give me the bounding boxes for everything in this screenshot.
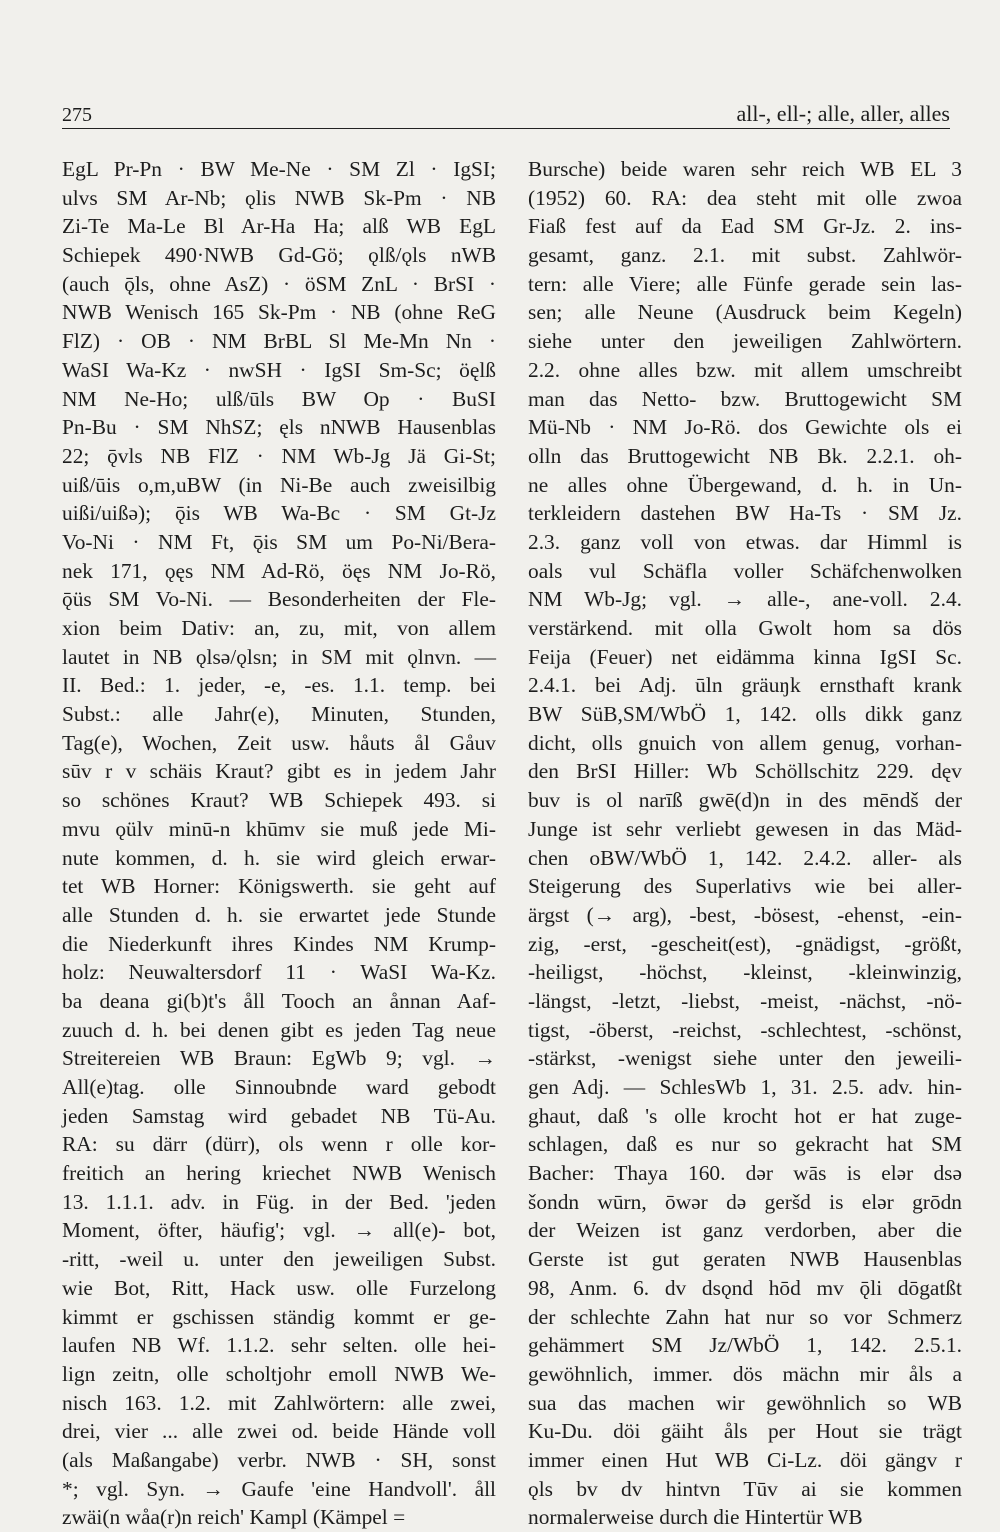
text-line: dicht, olls gnuich von allem genug, vorhan- bbox=[528, 730, 962, 755]
text-line: Junge ist sehr verliebt gewesen in das Mäd- bbox=[528, 816, 962, 841]
text-line: wie Bot, Ritt, Hack usw. olle Furzelong bbox=[62, 1275, 496, 1300]
text-line: EgL Pr-Pn · BW Me-Ne · SM Zl · IgSI; bbox=[62, 157, 496, 181]
text-line: buv is ol narīß gwē(d)n in des mēndš der bbox=[528, 788, 962, 813]
text-line: 22; ǭvls NB FlZ · NM Wb-Jg Jä Gi-St; bbox=[62, 443, 496, 468]
page-header bbox=[62, 100, 950, 129]
text-line: Gerste ist gut geraten NWB Hausenblas bbox=[528, 1247, 962, 1272]
right-column bbox=[528, 155, 962, 1530]
text-line: holz: Neuwaltersdorf 11 · WaSI Wa-Kz. bbox=[62, 960, 496, 985]
text-line: zuuch d. h. bei denen gibt es jeden Tag neue bbox=[62, 1017, 496, 1042]
text-line: uiß/ūis o,m,uBW (in Ni-Be auch zweisilbig bbox=[62, 472, 496, 497]
text-line: xion beim Dativ: an, zu, mit, von allem bbox=[62, 616, 496, 640]
text-line: Zi-Te Ma-Le Bl Ar-Ha Ha; alß WB EgL bbox=[62, 214, 496, 239]
text-line: 2.4.1. bei Adj. ūln gräuŋk ernsthaft krank bbox=[528, 673, 962, 698]
text-line: ǫls bv dv hintvn Tūv ai sie kommen bbox=[528, 1476, 962, 1501]
text-line: sūv r v schäis Kraut? gibt es in jedem Jahr bbox=[62, 759, 496, 784]
text-line: BW SüB,SM/WbÖ 1, 142. olls dikk ganz bbox=[528, 702, 962, 727]
text-line: Fiaß fest auf da Ead SM Gr-Jz. 2. ins- bbox=[528, 214, 962, 239]
text-line: ne alles ohne Übergewand, d. h. in Un- bbox=[528, 472, 962, 497]
text-line: ulvs SM Ar-Nb; ǫlis NWB Sk-Pm · NB bbox=[62, 185, 496, 210]
page-number: 275 bbox=[62, 104, 92, 126]
text-line: nisch 163. 1.2. mit Zahlwörtern: alle zwei, bbox=[62, 1390, 496, 1415]
text-line: die Niederkunft ihres Kindes NM Krump- bbox=[62, 931, 496, 956]
text-line: Bursche) beide waren sehr reich WB EL 3 bbox=[528, 157, 962, 181]
text-line: Ku-Du. döi gäiht åls per Hout sie trägt bbox=[528, 1419, 962, 1444]
text-line: alle Stunden d. h. sie erwartet jede Stunde bbox=[62, 902, 496, 927]
text-line: kimmt er gschissen ständig kommt er ge- bbox=[62, 1304, 496, 1329]
text-line: 2.3. ganz voll von etwas. dar Himml is bbox=[528, 529, 962, 554]
text-line: gen Adj. — SchlesWb 1, 31. 2.5. adv. hin- bbox=[528, 1075, 962, 1099]
text-line: NM Ne-Ho; ulß/ūls BW Op · BuSI bbox=[62, 386, 496, 411]
text-line: chen oBW/WbÖ 1, 142. 2.4.2. aller- als bbox=[528, 845, 962, 870]
text-line: -ritt, -weil u. unter den jeweiligen Subst. bbox=[62, 1247, 496, 1272]
text-line: normalerweise durch die Hintertür WB bbox=[528, 1505, 863, 1530]
text-line: (auch ǭls, ohne AsZ) · öSM ZnL · BrSI · bbox=[62, 271, 496, 296]
text-line: nek 171, ǫęs NM Ad-Rö, öęs NM Jo-Rö, bbox=[62, 558, 496, 583]
text-line: ǭüs SM Vo-Ni. — Besonderheiten der Fle- bbox=[62, 587, 496, 612]
text-line: man das Netto- bzw. Bruttogewicht SM bbox=[528, 386, 962, 411]
text-line: 2.2. ohne alles bzw. mit allem umschreibt bbox=[528, 357, 962, 382]
text-line: ärgst (→ arg), -best, -bösest, -ehenst, -ein- bbox=[528, 902, 962, 927]
text-line: der schlechte Zahn hat nur so vor Schmerz bbox=[528, 1304, 962, 1329]
text-line: oals vul Schäfla voller Schäfchenwolken bbox=[528, 558, 962, 583]
text-line: zig, -erst, -gescheit(est), -gnädigst, -größt, bbox=[528, 931, 962, 956]
text-line: sua das machen wir gewöhnlich so WB bbox=[528, 1390, 962, 1415]
text-line: 13. 1.1.1. adv. in Füg. in der Bed. 'jeden bbox=[62, 1189, 496, 1214]
text-line: nute kommen, d. h. sie wird gleich erwar- bbox=[62, 845, 496, 870]
text-line: 98, Anm. 6. dv dsǫnd hōd mv ǭli dōgatßt bbox=[528, 1275, 962, 1300]
text-line: mvu ǫülv minū-n khūmv sie muß jede Mi- bbox=[62, 816, 496, 841]
text-line: gehämmert SM Jz/WbÖ 1, 142. 2.5.1. bbox=[528, 1333, 962, 1358]
text-line: tigst, -öberst, -reichst, -schlechtest, -schönst, bbox=[528, 1017, 962, 1042]
text-line: ba deana gi(b)t's åll Tooch an ånnan Aaf- bbox=[62, 988, 496, 1013]
text-line: (1952) 60. RA: dea steht mit olle zwoa bbox=[528, 185, 962, 210]
text-line: uißi/uißə); ǭis WB Wa-Bc · SM Gt-Jz bbox=[62, 501, 496, 526]
text-line: gewöhnlich, immer. dös mächn mir åls a bbox=[528, 1361, 962, 1386]
text-line: Schiepek 490·NWB Gd-Gö; ǫlß/ǫls nWB bbox=[62, 243, 496, 268]
text-line: RA: su därr (dürr), ols wenn r olle kor- bbox=[62, 1132, 496, 1157]
text-line: -heiligst, -höchst, -kleinst, -kleinwinzig, bbox=[528, 960, 962, 985]
text-line: tern: alle Viere; alle Fünfe gerade sein las- bbox=[528, 271, 962, 296]
text-line: -stärkst, -wenigst siehe unter den jeweili- bbox=[528, 1046, 962, 1071]
text-line: der Weizen ist ganz verdorben, aber die bbox=[528, 1218, 962, 1243]
text-line: All(e)tag. olle Sinnoubnde ward gebodt bbox=[62, 1075, 496, 1099]
text-line: Vo-Ni · NM Ft, ǭis SM um Po-Ni/Bera- bbox=[62, 529, 496, 554]
text-line: zwäi(n wåa(r)n reich' Kampl (Kämpel = bbox=[62, 1505, 406, 1530]
text-line: lign zeitn, olle scholtjohr emoll NWB We- bbox=[62, 1361, 496, 1386]
text-line: Moment, öfter, häufig'; vgl. → all(e)- bot, bbox=[62, 1218, 496, 1243]
text-line: lautet in NB ǫlsə/ǫlsn; in SM mit ǫlnvn. — bbox=[62, 644, 496, 669]
text-line: WaSI Wa-Kz · nwSH · IgSI Sm-Sc; öęlß bbox=[62, 357, 496, 382]
text-line: (als Maßangabe) verbr. NWB · SH, sonst bbox=[62, 1447, 496, 1472]
text-line: gesamt, ganz. 2.1. mit subst. Zahlwör- bbox=[528, 243, 962, 268]
text-line: den BrSI Hiller: Wb Schöllschitz 229. dęv bbox=[528, 759, 962, 784]
text-line: siehe unter den jeweiligen Zahlwörtern. bbox=[528, 329, 962, 354]
running-head: all-, ell-; alle, aller, alles bbox=[736, 101, 950, 126]
text-line: freitich an hering kriechet NWB Wenisch bbox=[62, 1161, 496, 1186]
text-line: -längst, -letzt, -liebst, -meist, -nächst, -nö- bbox=[528, 988, 962, 1013]
text-line: Bacher: Thaya 160. dər wās is elər dsə bbox=[528, 1161, 962, 1186]
text-line: olln das Bruttogewicht NB Bk. 2.2.1. oh- bbox=[528, 443, 962, 468]
text-line: tet WB Horner: Königswerth. sie geht auf bbox=[62, 874, 496, 899]
text-line: terkleidern dastehen BW Ha-Ts · SM Jz. bbox=[528, 501, 962, 526]
text-line: šondn wūrn, ōwər də geršd is elər grōdn bbox=[528, 1189, 962, 1214]
text-line: *; vgl. Syn. → Gaufe 'eine Handvoll'. åll bbox=[62, 1476, 496, 1501]
text-line: Subst.: alle Jahr(e), Minuten, Stunden, bbox=[62, 702, 496, 727]
text-line: Streitereien WB Braun: EgWb 9; vgl. → bbox=[62, 1046, 496, 1071]
text-line: II. Bed.: 1. jeder, -e, -es. 1.1. temp. bei bbox=[62, 673, 496, 698]
text-line: drei, vier ... alle zwei od. beide Hände voll bbox=[62, 1419, 496, 1444]
text-line: verstärkend. mit olla Gwolt hom sa dös bbox=[528, 616, 962, 640]
text-line: Pn-Bu · SM NhSZ; ęls nNWB Hausenblas bbox=[62, 415, 496, 440]
text-line: Tag(e), Wochen, Zeit usw. håuts ål Gåuv bbox=[62, 730, 496, 755]
text-line: Feija (Feuer) net eidämma kinna IgSI Sc. bbox=[528, 644, 962, 669]
text-line: immer einen Hut WB Ci-Lz. döi gängv r bbox=[528, 1447, 962, 1472]
text-line: laufen NB Wf. 1.1.2. sehr selten. olle hei- bbox=[62, 1333, 496, 1358]
text-line: NWB Wenisch 165 Sk-Pm · NB (ohne ReG bbox=[62, 300, 496, 325]
text-line: ghaut, daß 's olle krocht hot er hat zuge- bbox=[528, 1103, 962, 1128]
text-line: jeden Samstag wird gebadet NB Tü-Au. bbox=[62, 1103, 496, 1128]
text-line: schlagen, daß es nur so gekracht hat SM bbox=[528, 1132, 962, 1157]
text-line: NM Wb-Jg; vgl. → alle-, ane-voll. 2.4. bbox=[528, 587, 962, 612]
text-line: Mü-Nb · NM Jo-Rö. dos Gewichte ols ei bbox=[528, 415, 962, 440]
text-line: FlZ) · OB · NM BrBL Sl Me-Mn Nn · bbox=[62, 329, 496, 354]
text-line: Steigerung des Superlativs wie bei aller- bbox=[528, 874, 962, 899]
left-column bbox=[62, 155, 496, 1530]
header-rule bbox=[62, 128, 950, 129]
text-line: sen; alle Neune (Ausdruck beim Kegeln) bbox=[528, 300, 962, 325]
text-line: so schönes Kraut? WB Schiepek 493. si bbox=[62, 788, 496, 813]
